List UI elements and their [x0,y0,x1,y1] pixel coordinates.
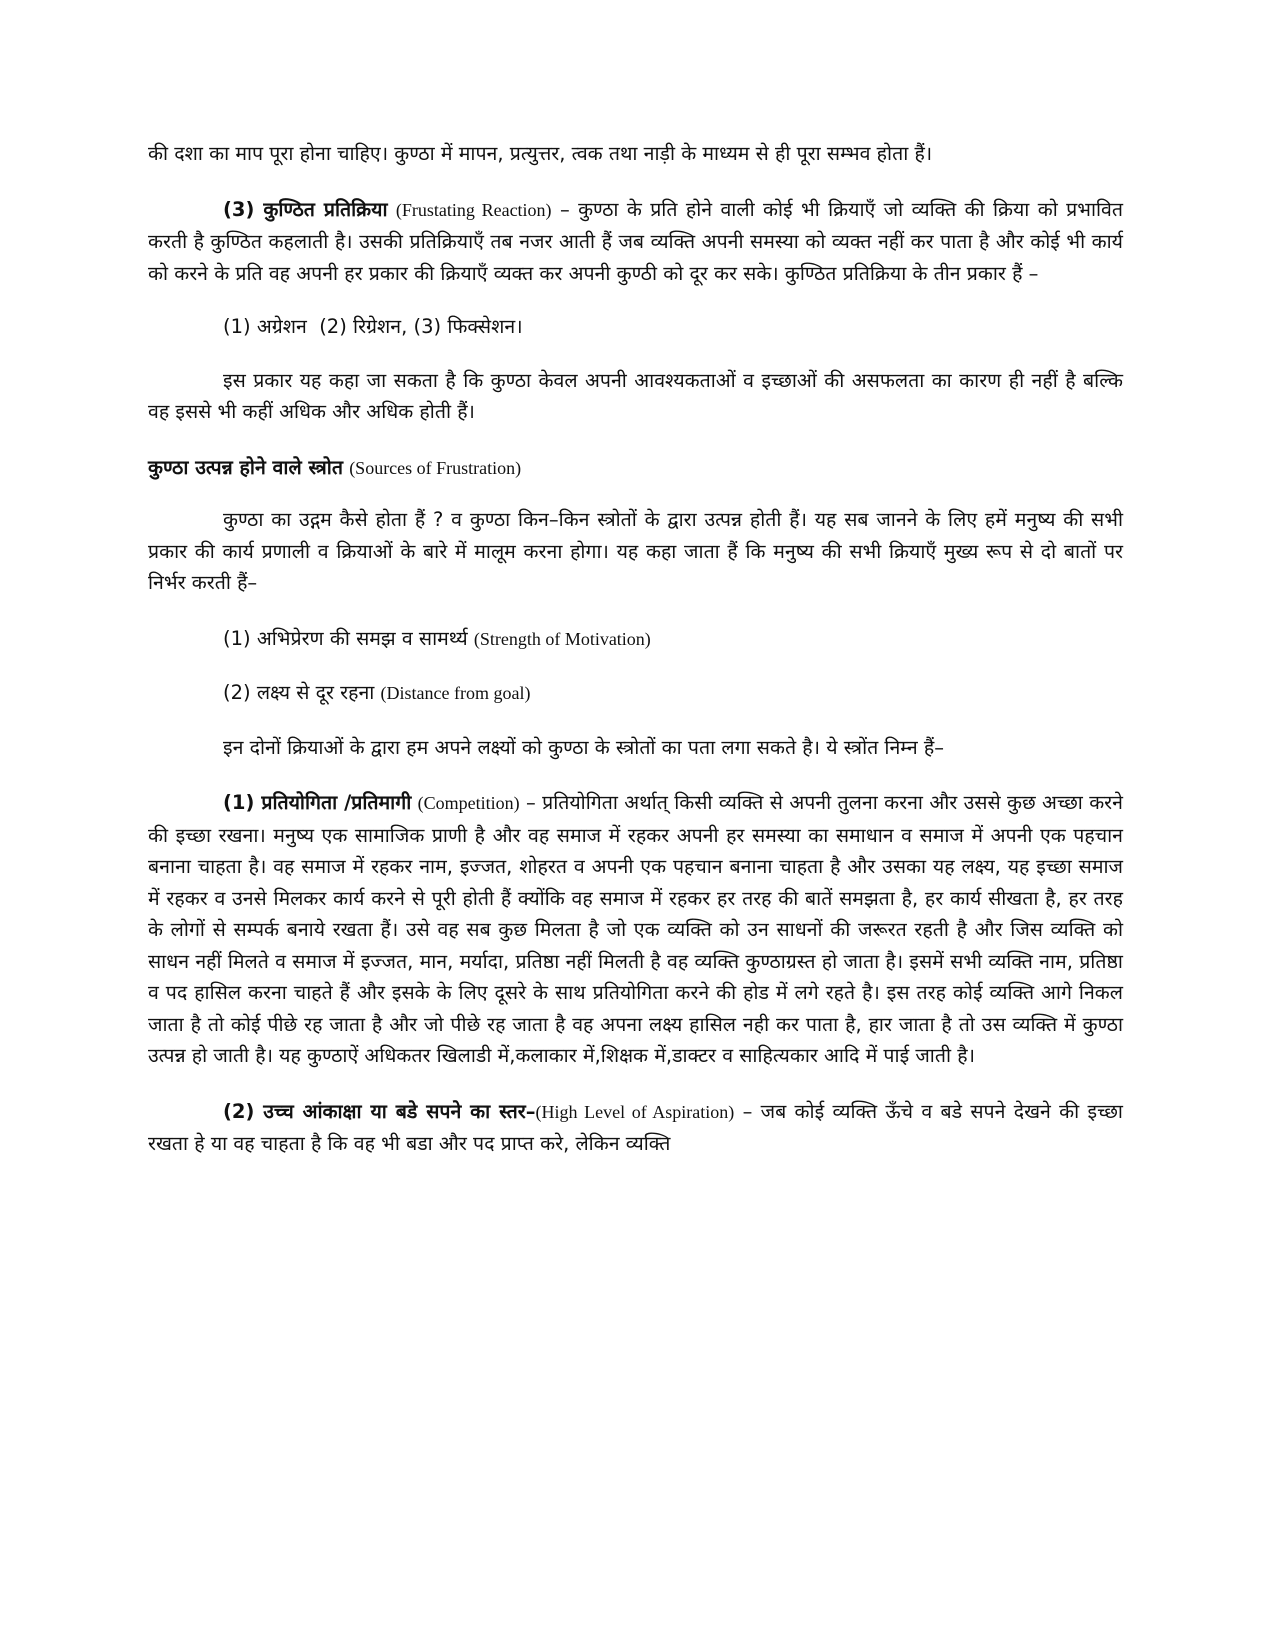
intro-paragraph: की दशा का माप पूरा होना चाहिए। कुण्ठा में मापन, प्रत्युत्तर, त्वक तथा नाड़ी के माध्यम से ही पूरा सम्भव होता हैं। [148,142,933,165]
sources-heading: कुण्ठा उत्पन्न होने वाले स्त्रोत [148,455,343,479]
section-frustrating-reaction [148,194,1123,290]
english-term: (Sources of Frustration) [349,457,522,478]
english-term: (High Level of Aspiration) [535,1101,735,1122]
section-heading: (3) कुण्ठित प्रतिक्रिया [223,197,388,221]
section-heading: (1) प्रतियोगिता /प्रतिमागी [223,791,412,814]
english-term: (Frustating Reaction) [395,199,552,220]
section-body: – प्रतियोगिता अर्थात् किसी व्यक्ति से अपनी तुलना करना और उससे कुछ अच्छा करने की इच्छा रखना। मनुष्य एक सामाजिक प्राणी है और वह समाज में रहकर अपनी हर समस्या का समाधान व समाज में अपनी एक पहचान बनाना चाहता है। वह समाज में रहकर नाम, इज्जत, शोहरत व अपनी एक पहचान बनाना चाहता है और उसका यह लक्ष्य, यह इच्छा समाज में रहकर व उनसे मिलकर कार्य करने से पूरी होती हैं क्योंकि वह समाज में रहकर हर तरह की बातें समझता है, हर कार्य सीखता है, हर तरह के लोगों से सम्पर्क बनाये रखता हैं। उसे वह सब कुछ मिलता है जो एक व्यक्ति को उन साधनों की जरूरत रहती है और जिस व्यक्ति को साधन नहीं मिलते व समाज में इज्जत, मान, मर्यादा, प्रतिष्ठा नहीं मिलती है वह व्यक्ति कुण्ठाग्रस्त हो जाता है। इसमें सभी व्यक्ति नाम, प्रतिष्ठा व पद हासिल करना चाहते हैं और इसके के लिए दूसरे के साथ प्रतियोगिता करने की होड में लगे रहते है। इस तरह कोई व्यक्ति आगे निकल जाता है तो कोई पीछे रह जाता है और जो पीछे रह जाता है वह अपना लक्ष्य हासिल नही कर पाता है, हार जाता है तो उस व्यक्ति में कुण्ठा उत्पन्न हो जाती है। यह कुण्ठाऐं अधिकतर खिलाडी में,कलाकार में,शिक्षक में,डाक्टर व साहित्यकार आदि में पाई जाती है। [148,791,1123,1067]
sources-paragraph: इन दोनों क्रियाओं के द्वारा हम अपने लक्ष्यों को कुण्ठा के स्त्रोतों का पता लगा सकते है। ये स्त्रोंत निम्न हैं– [223,735,945,759]
section-heading: (2) उच्च आंकाक्षा या बडे सपने का स्तर– [223,1099,536,1123]
section-body: – कुण्ठा के प्रति होने वाली कोई भी क्रियाएँ जो व्यक्ति की क्रिया को प्रभावित करती है कुण्ठित कहलाती है। उसकी प्रतिक्रियाएँ तब नजर आती हैं जब व्यक्ति अपनी समस्या को व्यक्त नहीं कर पाता है और कोई भी कार्य को करने के प्रति वह अपनी हर प्रकार की क्रियाएँ व्यक्त कर अपनी कुण्ठी को दूर कर सके। कुण्ठित प्रतिक्रिया के तीन प्रकार हैं – [148,197,1124,285]
section-aspiration [148,1096,1123,1160]
conclusion-paragraph: इस प्रकार यह कहा जा सकता है कि कुण्ठा केवल अपनी आवश्यकताओं व इच्छाओं की असफलता का कारण ही नहीं है बल्कि वह इससे भी कहीं अधिक और अधिक होती हैं। [148,368,1123,423]
list-item-text: (2) लक्ष्य से दूर रहना [223,681,381,704]
reaction-types-line: (1) अग्रेशन (2) रिग्रेशन, (3) फिक्सेशन। [223,315,523,338]
section-body: – जब कोई व्यक्ति ऊँचे व बडे सपने देखने की इच्छा रखता हे या वह चाहता है कि वह भी बडा और पद प्राप्त करे, लेकिन व्यक्ति [148,1099,1123,1155]
sources-heading-line [148,452,1123,485]
list-item-motivation [148,623,1123,656]
document-page [148,138,1123,1160]
english-term: (Strength of Motivation) [473,628,651,649]
origin-paragraph: कुण्ठा का उद्गम कैसे होता हैं ? व कुण्ठा किन–किन स्त्रोतों के द्वारा उत्पन्न होती हैं। यह सब जानने के लिए हमें मनुष्य की सभी प्रकार की कार्य प्रणाली व क्रियाओं के बारे में मालूम करना होगा। यह कहा जाता हैं कि मनुष्य की सभी क्रियाएँ मुख्य रूप से दो बातों पर निर्भर करती हैं– [148,508,1123,594]
list-item-text: (1) अभिप्रेरण की समझ व सामर्थ्य [223,626,474,650]
english-term: (Competition) [417,793,520,813]
english-term: (Distance from goal) [380,683,531,703]
list-item-distance [148,677,1123,710]
section-competition [148,787,1123,1072]
